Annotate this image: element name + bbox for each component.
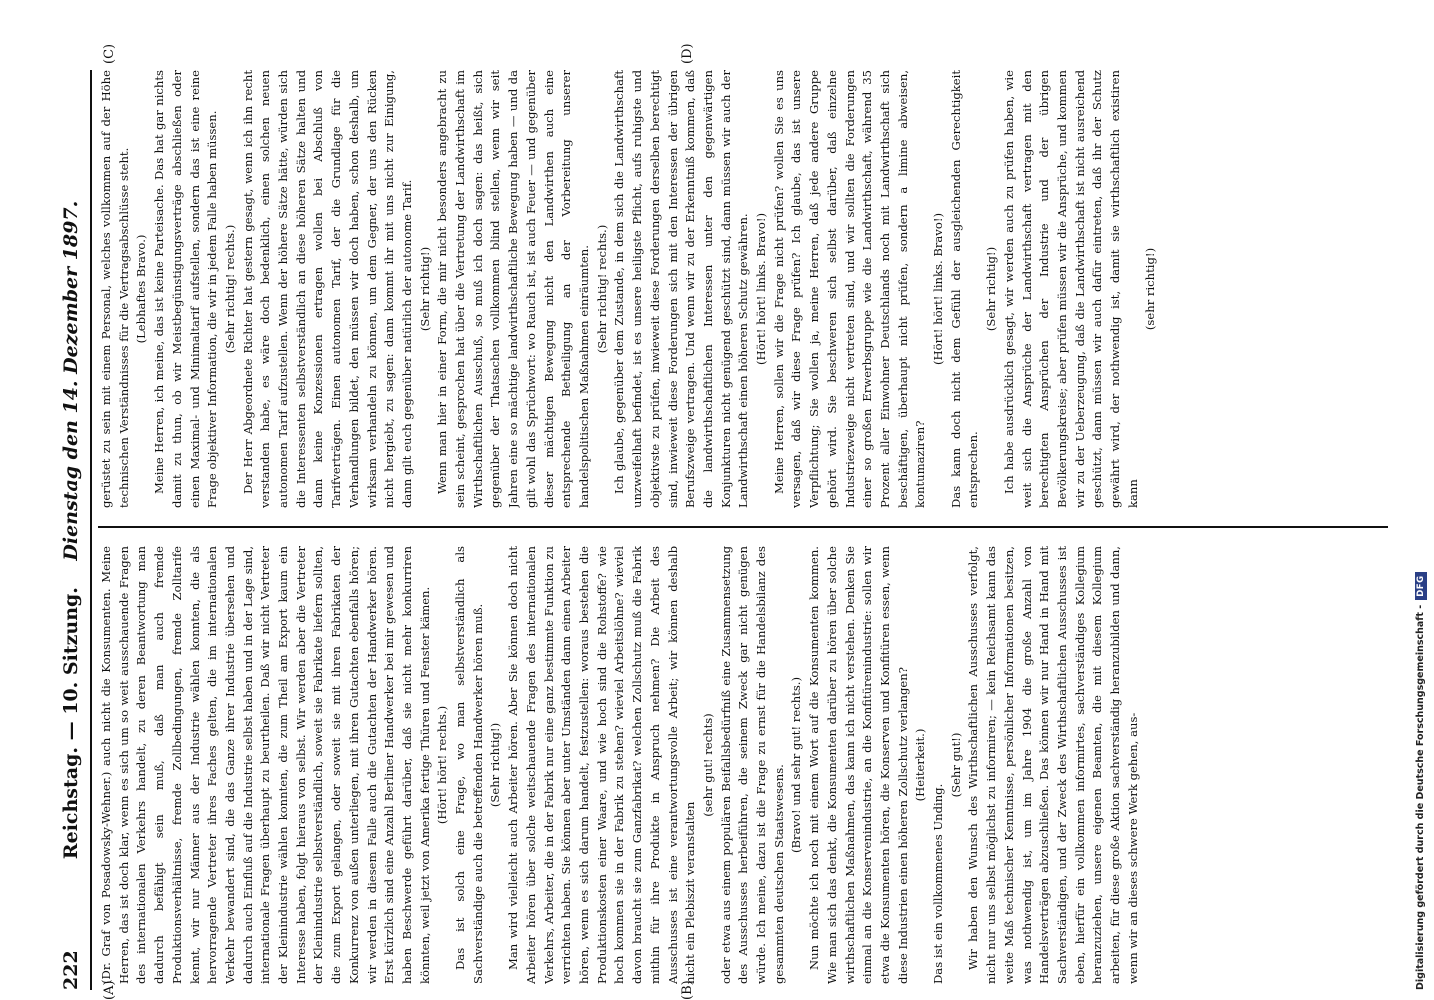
margin-mark-c: (C) [102, 43, 117, 64]
interjection: (Heiterkeit.) [913, 728, 928, 802]
interjection: (Hört! hört! rechts.) [435, 705, 450, 825]
page-header [56, 70, 86, 990]
paragraph: (Dr. Graf von Posadowsky-Wehner.) auch nicht die Konsumenten. Meine Herren, das ist doch klar, wenn es sich um so weit ausschauende Fragen des internationalen Verkehrs handelt, zu deren Beantwortung man dadurch befähigt sein muß, daß man auch fremde Produktionsverhältnisse, fremde Zollbedingungen, fremde Zolltarife kennt, wir nur Männer aus der Industrie wählen konnten, die als hervorragende Vertreter ihres Faches gelten, die im internationalen Verkehr bewandert sind, die das Ganze ihrer Industrie übersehen und dadurch auch Einfluß auf die Industrie selbst haben und in der Lage sind, internationale Fragen überhaupt zu beurtheilen. Daß wir nicht Vertreter der Kleinindustrie wählen konnten, die zum Theil am Export kaum ein Interesse haben, folgt hieraus von selbst. Wir werden aber die Vertreter der Kleinindustrie selbstverständlich, soweit sie Fabrikate liefern sollten, die zum Export gelangen, oder soweit sie mit ihren Fabrikaten der Konkurrenz von außen unterliegen, mit ihren Gutachten ebenfalls hören; wir werden in diesem Falle auch die Gutachten der Handwerker hören. Erst kürzlich sind eine Anzahl Berliner Handwerker bei mir gewesen und haben Beschwerde geführt darüber, daß sie nicht mehr konkurriren könnten, weil jetzt von Amerika fertige Thüren und Fenster kämen. [99, 546, 432, 984]
paragraph: Das ist solch eine Frage, wo man selbstverständlich als Sachverständige auch die betreffenden Handwerker hören muß. [453, 546, 485, 984]
paragraph: Man wird vielleicht auch Arbeiter hören. Aber Sie können doch nicht Arbeiter hören über solche weitschauende Fragen des internationalen Verkehrs, Arbeiter, die in der Fabrik nur eine ganz bestimmte Funktion zu verrichten haben. Sie können aber unter Umständen dann einen Arbeiter hören, wenn es sich darum handelt, festzustellen: woraus bestehen die Produktionskosten einer Waare, und wie hoch sind die Rohstoffe? wie hoch kommen sie in der Fabrik zu stehen? wieviel Arbeitslöhne? wieviel davon braucht sie zum Ganzfabrikat? welchen Zollschutz muß die Fabrik mithin für ihre Produkte in Anspruch nehmen? Die Arbeit des Ausschusses ist eine verantwortungsvolle Arbeit; wir können deshalb nicht ein Plebiszit veranstalten [506, 546, 698, 984]
session-title: Reichstag. — 10. Sitzung. [60, 587, 82, 860]
credit-text: Digitalisierung gefördert durch die Deutsche Forschungsgemeinschaft - [1415, 604, 1426, 990]
column-divider [98, 526, 1388, 528]
interjection: (Hört! hört! links. Bravo!) [931, 212, 946, 366]
margin-mark-a: (A) [102, 980, 117, 1000]
paragraph: Meine Herren, sollen wir die Frage nicht prüfen? wollen Sie es uns versagen, daß wir diese Frage prüfen? Ich glaube, das ist unsere Verpflichtung; Sie wollen ja, meine Herren, daß jede andere Gruppe gehört wird. Sie beschweren sich selbst darüber, daß einzelne Industriezweige nicht vertreten sind, und wir sollten die Forderungen einer so großen Erwerbsgruppe wie die Landwirthschaft, während 35 Prozent aller Einwohner Deutschlands noch mit Landwirthschaft sich beschäftigen, überhaupt nicht prüfen, sondern a limine abweisen, kontumaziren? [771, 70, 928, 508]
paragraph: Nun möchte ich noch mit einem Wort auf die Konsumenten kommen. Wie man sich das denkt, die Konsumenten darüber zu hören über solche wirthschaftlichen Maßnahmen, das kann ich nicht verstehen. Denken Sie einmal an die Konservenindustrie, an die Konfitürenindustrie: sollen wir etwa die Konsumenten hören, die Konserven und Konfitüren essen, wenn diese Industrien einen höheren Zollschutz verlangen? [807, 546, 910, 984]
paragraph: Ich habe ausdrücklich gesagt, wir werden auch zu prüfen haben, wie weit sich die Ansprüche der Landwirthschaft vertragen mit den berechtigten Ansprüchen der Industrie und der übrigen Bevölkerungskreise; aber prüfen müssen wir die Ansprüche, und kommen wir zu der Ueberzeugung, daß die Landwirthschaft ist nicht ausreichend geschützt, dann müssen wir auch dafür eintreten, daß ihr der Schutz gewährt wird, der nothwendig ist, damit sie wirthschaftlich existiren kann [1001, 70, 1140, 508]
paragraph: Das ist ein vollkommenes Unding. [931, 783, 946, 984]
paragraph: Das kann doch nicht dem Gefühl der ausgleichenden Gerechtigkeit entsprechen. [948, 70, 981, 508]
interjection: (Sehr richtig!) [488, 722, 503, 808]
paragraph: Der Herr Abgeordnete Richter hat gestern gesagt, wenn ich ihn recht verstanden habe, es wäre doch bedenklich, einen solchen neuen autonomen Tarif aufzustellen. Wenn der höhere Sätze hätte, würden sich die Interessenten selbstverständlich an diese höheren Sätze halten und dann keine Konzessionen ertragen wollen bei Abschluß von Tarifverträgen. Einen autonomen Tarif, der die Grundlage für die Verhandlungen bildet, den müssen wir doch haben, schon deshalb, um wirksam verhandeln zu können, um dem Gegner, der uns den Rücken nicht hergiebt, zu sagen: dann kommt ihr mit uns nicht zur Einigung, dann gilt euch gegenüber natürlich der autonome Tarif. [240, 70, 414, 508]
margin-mark-b: (B) [680, 980, 695, 1000]
interjection: (Sehr richtig!) [984, 246, 999, 332]
interjection: (Sehr gut!) [948, 732, 963, 798]
paragraph: oder etwa aus einem populären Beifallsbedürfniß eine Zusammensetzung des Ausschusses herbeiführen, die seinem Zweck gar nicht genügen würde. Ich meine, dazu ist die Frage zu ernst für die Handelsbilanz des gesammten deutschen Staatswesens. [718, 546, 786, 984]
digitization-credit [1415, 572, 1427, 990]
interjection: (Bravo! und sehr gut! rechts.) [789, 677, 804, 853]
interjection: (Lebhaftes Bravo.) [134, 234, 149, 344]
left-column [98, 546, 1388, 984]
paragraph: Ich glaube, gegenüber dem Zustande, in dem sich die Landwirthschaft unzweifelhaft befindet, ist es unsere heiligste Pflicht, aufs ruhigste und objektivste zu prüfen, inwieweit diese Forderungen derselben berechtigt sind, inwieweit diese Forderungen sich mit den Interessen der übrigen Berufszweige vertragen. Und wenn wir zu der Erkenntniß kommen, daß die landwirthschaftlichen Interessen unter den gegenwärtigen Konjunkturen nicht genügend geschützt sind, dann müssen wir auch der Landwirthschaft einen höheren Schutz gewähren. [612, 70, 751, 508]
paragraph: Wir haben den Wunsch des Wirthschaftlichen Ausschusses verfolgt, nicht nur uns selbst möglichst zu informiren; — kein Reichsamt kann das weite Maß technischer Kenntnisse, persönlicher Informationen besitzen, was nothwendig ist, um im Jahre 1904 die große Anzahl von Handelsverträgen abzuschließen. Das können wir nur Hand in Hand mit Sachverständigen, und der Zweck des Wirthschaftlichen Ausschusses ist eben, hierfür ein vollkommen informirtes, sachverständiges Kollegium heranzuziehen, unsere eigenen Beamten, die mit diesem Kollegium arbeiten, für diese große Aktion sachverständig heranzubilden und dann, wenn wir an dieses schwere Werk gehen, aus- [966, 546, 1140, 984]
interjection: (Sehr richtig! rechts.) [222, 224, 237, 354]
paragraph: Wenn man hier in einer Form, die mir nicht besonders angebracht zu sein scheint, gesprochen hat über die Vertretung der Landwirthschaft im Wirthschaftlichen Ausschuß, so muß ich doch sagen: das heißt, sich gegenüber der Thatsachen vollkommen blind stellen, wenn wir seit Jahren eine so mächtige landwirthschaftliche Bewegung haben — und da gilt wohl das Sprüchwort: wo Rauch ist, ist auch Feuer — und gegenüber dieser mächtigen Bewegung nicht den Landwirthen auch eine entsprechende Betheiligung an der Vorbereitung unserer handelspolitischen Maßnahmen einräumten. [435, 70, 591, 508]
dfg-logo: DFG [1415, 572, 1427, 599]
page-number: 222 [60, 950, 82, 990]
interjection: (Sehr richtig!) [417, 246, 432, 332]
document-page [50, 40, 1405, 1000]
header-rule [90, 70, 92, 990]
paragraph: Meine Herren, ich meine, das ist keine Parteisache. Das hat gar nichts damit zu thun, ob wir Meistbegünstigungsverträge abschließen oder einen Maximal- und Minimaltarif aufstellen, sondern das ist eine reine Frage objektiver Information, die wir in jedem Falle haben müssen. [152, 70, 220, 508]
interjection: (Sehr richtig! rechts.) [594, 224, 609, 354]
interjection: (sehr gut! rechts) [700, 713, 715, 817]
paragraph: gerüstet zu sein mit einem Personal, welches vollkommen auf der Höhe technischen Verständnisses für die Vertragsabschlüsse steht. [99, 70, 131, 508]
right-column [98, 70, 1388, 508]
session-date: Dienstag den 14. Dezember 1897. [60, 200, 82, 561]
interjection: (Hört! hört! links. Bravo!) [754, 212, 769, 366]
interjection: (sehr richtig!) [1143, 247, 1158, 331]
session-heading [56, 190, 86, 870]
margin-mark-d: (D) [680, 43, 695, 64]
